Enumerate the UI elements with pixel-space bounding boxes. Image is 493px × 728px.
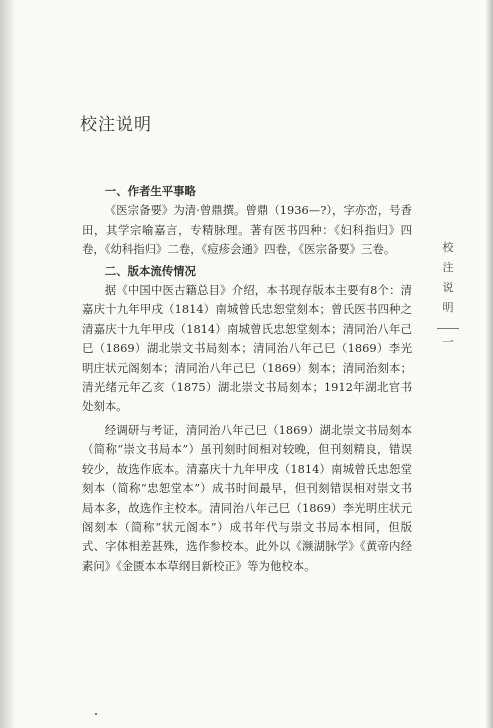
page-edge: [485, 0, 493, 728]
spine-shadow: [0, 0, 16, 728]
main-text: [82, 180, 412, 576]
running-header: [438, 238, 458, 349]
page-title: 校注说明: [80, 115, 152, 135]
paragraph: 据《中国中医古籍总目》介绍，本书现存版本主要有8个：清嘉庆十九年甲戌（1814）南城曾氏忠恕堂刻本；曾氏医书四种之清嘉庆十九年甲戌（1814）南城曾氏忠恕堂刻本；清同治八年己巳（1869）湖北崇文书局刻本；清同治八年己巳（1869）李光明庄状元阁刻本；清同治八年己巳（1869）刻本；清同治刻本；清光绪元年乙亥（1875）湖北崇文书局刻本；1912年湖北官书处刻本。: [82, 283, 412, 414]
section-heading: 二、版本流传情况: [104, 263, 196, 278]
divider: [437, 328, 459, 329]
paragraph: 经调研与考证，清同治八年己巳（1869）湖北崇文书局刻本（简称“崇文书局本”）虽刊刻时间相对较晚，但刊刻精良，错误较少，故选作底本。清嘉庆十九年甲戌（1814）南城曾氏忠恕堂刻本（简称“忠恕堂本”）成书时间最早，但刊刻错误相对崇文书局本多，故选作主校本。清同治八年己巳（1869）李光明庄状元阁刻本（简称“状元阁本”）成书年代与崇文书局本相同，但版式、字体相差甚殊，选作参校本。此外以《濒湖脉学》《黄帝内经素问》《金匮本本草纲目新校正》等为他校本。: [82, 422, 412, 573]
running-header-char: 明: [442, 301, 454, 314]
running-header-char: 说: [442, 281, 454, 294]
section-heading: 一、作者生平事略: [104, 184, 196, 198]
paragraph: 《医宗备要》为清·曾鼎撰。曾鼎（1936—?），字亦峦，号香田，其学宗喻嘉言，专精脉理。著有医书四种：《妇科指归》四卷，《幼科指归》二卷，《痘疹会通》四卷，《医宗备要》三卷。: [82, 203, 412, 257]
running-header-char: 注: [442, 261, 454, 274]
page-number: 一: [441, 335, 454, 349]
speck: [95, 713, 97, 715]
running-header-char: 校: [442, 241, 454, 254]
